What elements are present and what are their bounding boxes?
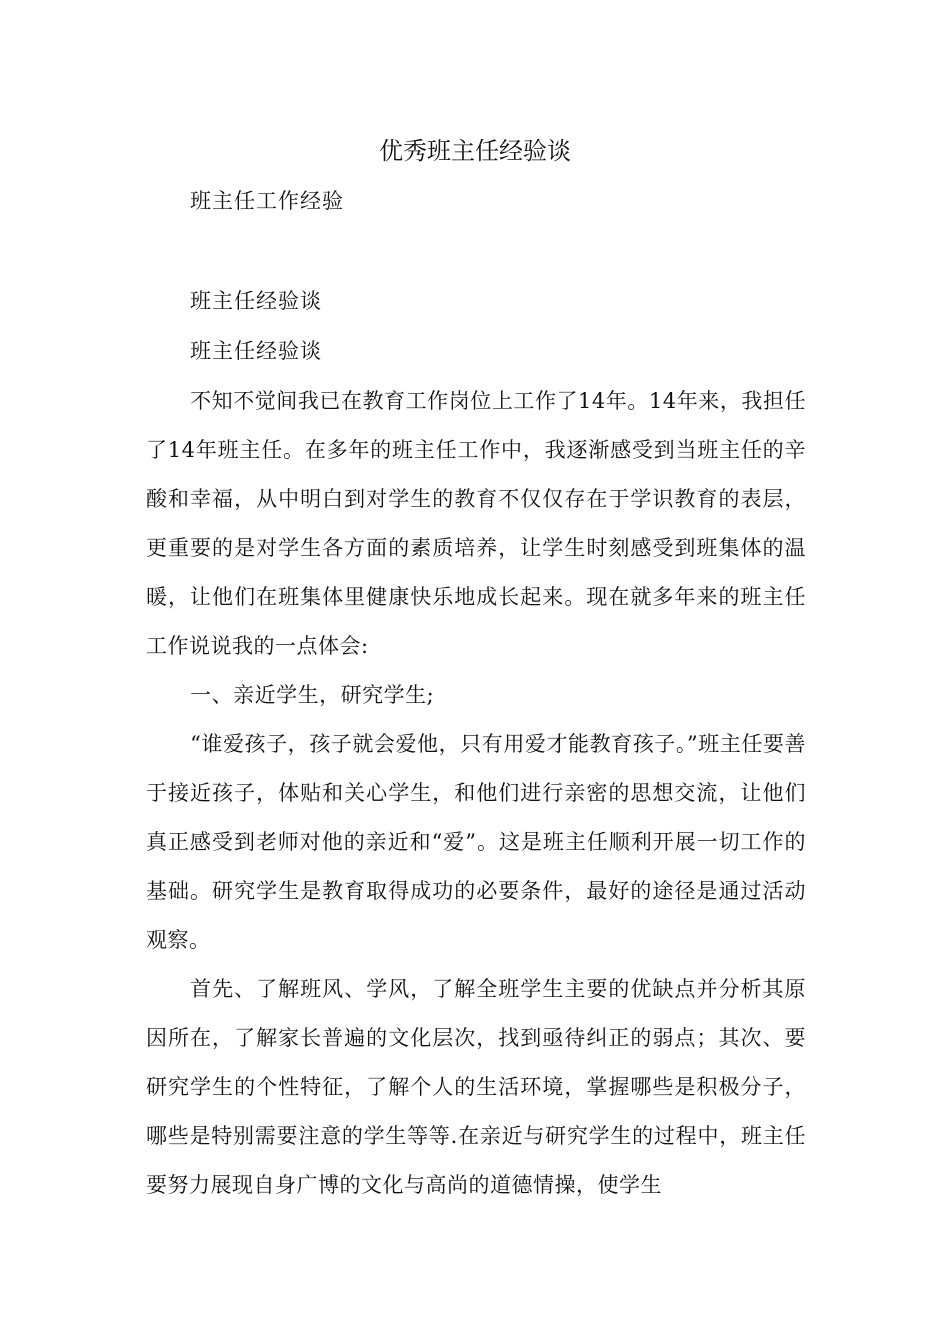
paragraph: “谁爱孩子，孩子就会爱他，只有用爱才能教育孩子。”班主任要善于接近孩子，体贴和关心学生，和他们进行亲密的思想交流，让他们真正感受到老师对他的亲近和“爱”。这是班主任顺利开展一切工作的基础。研究学生是教育取得成功的必要条件，最好的途径是通过活动观察。 <box>146 732 806 952</box>
paragraph: 不知不觉间我已在教育工作岗位上工作了14年。14年来，我担任了14年班主任。在多年的班主任工作中，我逐渐感受到当班主任的辛酸和幸福，从中明白到对学生的教育不仅仅存在于学识教育的表层，更重要的是对学生各方面的素质培养，让学生时刻感受到班集体的温暖，让他们在班集体里健康快乐地成长起来。现在就多年来的班主任工作说说我的一点体会: <box>146 389 806 658</box>
subtitle: 班主任工作经验 <box>190 189 344 213</box>
section-heading: 班主任经验谈 <box>190 339 322 363</box>
document-body <box>146 377 806 1210</box>
document-title: 优秀班主任经验谈 <box>379 137 571 165</box>
paragraph: 一、亲近学生，研究学生; <box>190 683 435 707</box>
section-heading: 班主任经验谈 <box>190 289 322 313</box>
paragraph: 首先、了解班风、学风，了解全班学生主要的优缺点并分析其原因所在，了解家长普遍的文化层次，找到亟待纠正的弱点；其次、要研究学生的个性特征，了解个人的生活环境，掌握哪些是积极分子，哪些是特别需要注意的学生等等.在亲近与研究学生的过程中，班主任要努力展现自身广博的文化与高尚的道德情操，使学生 <box>146 977 806 1197</box>
